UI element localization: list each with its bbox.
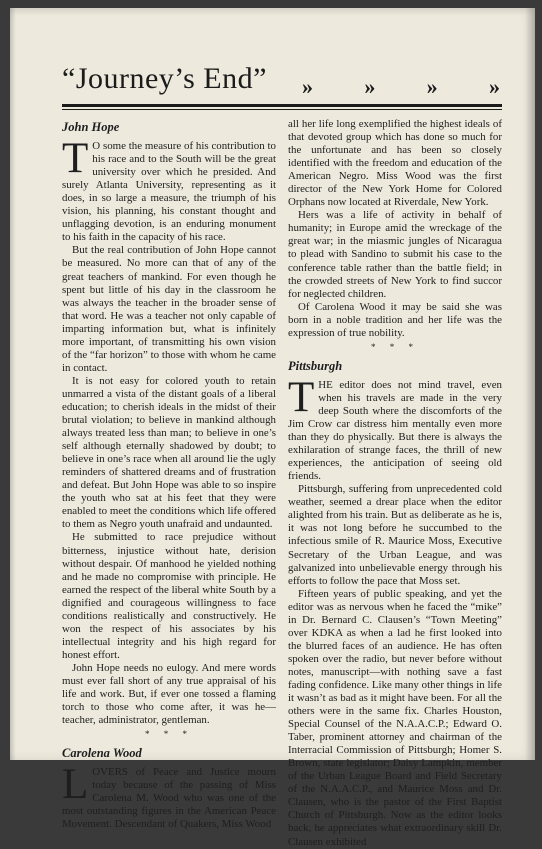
pittsburgh-paragraph-2: Pittsburgh, suffering from unprecedented cold weather, seemed a drear place when the editor alighted from his train. But as deliberate as he is, it was not long before he succumbed to the infectious smile of R. Maurice Moss, Executive Secretary of the Urban League, and was galvanized into unbelievable energy through his efforts to follow the pace that Moss set.: [288, 483, 502, 587]
carolena-wood-paragraph-1-text: OVERS of Peace and Justice mourn today because of the passing of Miss Carolena M. Wood who was one of the most outstanding figures in the American Peace Movement. Descendant of Quakers, Miss Wood: [62, 766, 276, 831]
arrow-glyph-4: »: [488, 74, 500, 99]
page-edge-shadow: [10, 8, 16, 760]
arrow-glyph-2: »: [364, 74, 376, 99]
drop-cap: T: [288, 373, 315, 421]
page-title: “Journey’s End”: [62, 62, 267, 95]
john-hope-paragraph-1-text: O some the measure of his contribution to his race and to the South will be the great university over which he presided. And surely Atlanta University, representing as it does, in so large a measure, the triumph of his vision, his planning, his constant thought and unflagging devotion, is an enduring monument to his faith in the capacity of his race.: [62, 140, 276, 244]
john-hope-paragraph-3: It is not easy for colored youth to retain unmarred a vista of the distant goals of a liberal education; to cherish ideals in the midst of their brutal violation; to believe in mankind although always treated less than man; to believe in one’s self although eternally shadowed by doubt; to believe in one’s race when all around lie the ugly reminders of shattered dreams and of frustration and defeat. But John Hope was able to so inspire the youth who sat at his feet that they were enabled to meet the conditions which life offered to them as Negro youth unafraid and undaunted.: [62, 374, 276, 531]
carolena-wood-paragraph-2: Hers was a life of activity in behalf of humanity; in Europe amid the wreckage of the great war; in the miasmic jungles of Nicaragua to plead with Sandino to submit his case to the conference table rather than the battle field; in the crowded streets of New York to find succor for neglected children.: [288, 209, 502, 300]
drop-cap: L: [62, 761, 89, 809]
left-column: [62, 118, 276, 831]
magazine-page: [10, 8, 535, 848]
john-hope-paragraph-4: He submitted to race prejudice without bitterness, injustice without hate, derision without despair. Of manhood he yielded nothing and he made no compromise with principle. He earned the respect of the liberal white South by a dignified and courageous willingness to face conditions realistically and constructively. He won the respect of his associates by his intellectual integrity and his high regard for honest effort.: [62, 531, 276, 661]
carolena-wood-paragraph-1-continued: all her life long exemplified the highest ideals of that devoted group which has done so much for the unfortunate and has been so closely identified with the freedom and education of the American Negro. Miss Wood was the first director of the New York Home for Colored Orphans now located at Riverdale, New York.: [288, 118, 502, 209]
section-heading-john-hope: John Hope: [62, 120, 120, 134]
john-hope-paragraph-2: But the real contribution of John Hope cannot be measured. No more can that of any of the great teachers of mankind. For even though he spent but little of his day in the classroom he was always the teacher in the broader sense of that word. He was a teacher not only capable of imparting information but, what is infinitely more important, of transmitting his own vision of the “far horizon” to those with whom he came in contact.: [62, 244, 276, 374]
arrow-glyph-1: »: [302, 74, 313, 99]
header-arrows: [302, 76, 500, 98]
drop-cap: T: [62, 135, 89, 183]
carolena-wood-paragraph-1: [62, 761, 276, 831]
arrow-glyph-3: »: [426, 74, 438, 99]
section-heading-pittsburgh: Pittsburgh: [288, 358, 343, 373]
header-rule-thin: [62, 109, 502, 110]
section-divider-stars: * * *: [371, 341, 419, 352]
pittsburgh-paragraph-1: [288, 373, 502, 483]
section-heading-carolena-wood: Carolena Wood: [62, 746, 142, 761]
right-column: [288, 118, 502, 849]
page-spine-shadow: [525, 8, 535, 760]
section-divider-stars: * * *: [145, 729, 193, 740]
pittsburgh-paragraph-3: Fifteen years of public speaking, and yet the editor was as nervous when he faced the “mike” in Dr. Bernard C. Clausen’s “Town Meeting” over KDKA as when a lad he first looked into the blurred faces of an audience. He has often spoken over the radio, but never before without notes, manuscript—with nothing save a fast fading confidence. Like many other things in life it wasn’t as bad as it might have been. For all the others were in the same fix. Charles Houston, Special Counsel of the N.A.A.C.P.; Edward O. Taber, prominent attorney and chairman of the Interracial Commission of Pittsburgh; Homer S. Brown, state legislator; Daisy Lampkin, member of the Urban League Board and Field Secretary of the N.A.A.C.P., and Maurice Moss and Dr. Clausen, who is the pastor of the First Baptist Church of Pittsburgh. Now as the editor looks back, he appreciates what extraordinary skill Dr. Clausen exhibited: [288, 587, 502, 848]
page-header: [62, 62, 502, 102]
pittsburgh-paragraph-1-text: HE editor does not mind travel, even when his travels are made in the very deep South where the discomforts of the Jim Crow car distress him mentally even more than they do physically. But there is always the exhilaration of strange faces, the thrill of new experiences, the anticipation of seeing old friends.: [288, 378, 502, 483]
john-hope-paragraph-1: [62, 135, 276, 244]
carolena-wood-paragraph-3: Of Carolena Wood it may be said she was born in a noble tradition and her life was the expression of true nobility.: [288, 300, 502, 339]
john-hope-paragraph-5: John Hope needs no eulogy. And mere words must ever fall short of any true appraisal of his life and work. But, if ever one tossed a flaming torch to those who come after, it was he—teacher, administrator, gentleman.: [62, 661, 276, 727]
header-rule-thick: [62, 104, 502, 107]
